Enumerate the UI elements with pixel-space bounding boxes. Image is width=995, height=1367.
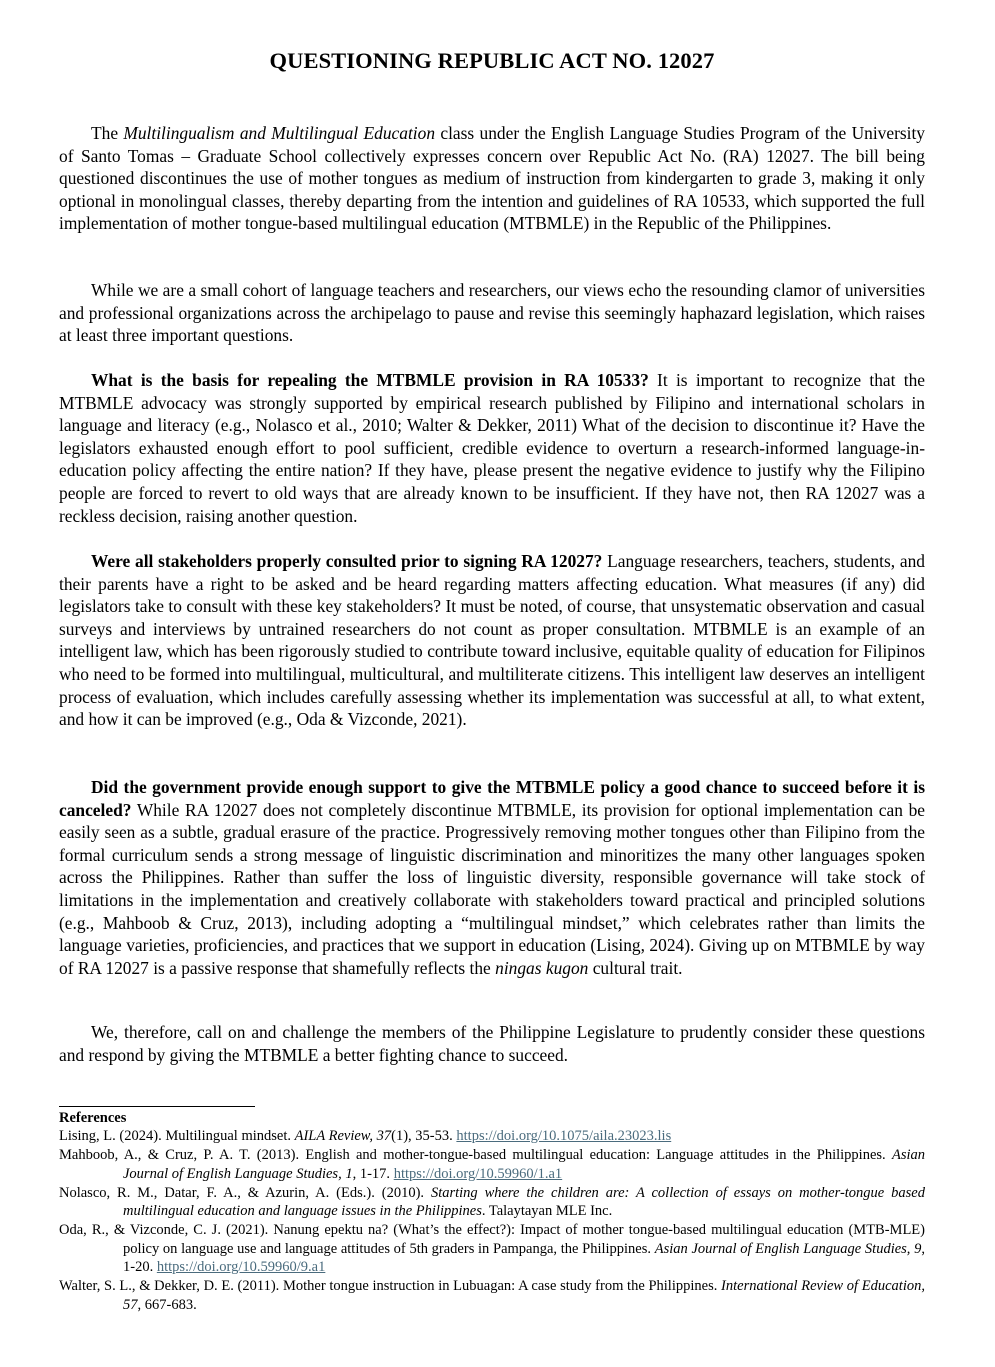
reference-item: Lising, L. (2024). Multilingual mindset. AILA Review, 37(1), 35-53. https://doi.org/10.1075/aila.23023.lis: [59, 1128, 672, 1144]
paragraph-conclusion: We, therefore, call on and challenge the members of the Philippine Legislature to prudently consider these questions and respond by giving the MTBMLE a better fighting chance to succeed.: [59, 1022, 925, 1065]
italic-text: AILA Review, 37: [294, 1128, 392, 1144]
italic-text: Asian Journal of English Language Studies, 1: [123, 1147, 925, 1182]
paragraph-question-consultation: Were all stakeholders properly consulted prior to signing RA 12027? Language researchers, teachers, students, and their parents have a right to be asked and be heard regarding matters affecting education. What measures (if any) did legislators take to consult with these key stakeholders? It must be noted, of course, that unsystematic observation and casual surveys and interviews by untrained researchers do not count as proper consultation. MTBMLE is an example of an intelligent law, which has been rigorously studied to contribute toward inclusive, equitable quality of education for Filipinos who need to be formed into multilingual, multicultural, and multiliterate citizens. This intelligent law deserves an intelligent process of evaluation, which includes carefully assessing whether its implementation was successful at all, to what extent, and how it can be improved (e.g., Oda & Vizconde, 2021).: [59, 551, 925, 730]
footnote-divider: [59, 1106, 255, 1107]
italic-text: Starting where the children are: A collection of essays on mother-tongue based multilingual education and language issues in the Philippines: [123, 1184, 925, 1219]
lead-question: Did the government provide enough support to give the MTBMLE policy a good chance to succeed before it is canceled?: [59, 777, 925, 820]
references-list: [59, 1127, 925, 1315]
doi-link[interactable]: https://doi.org/10.59960/1.a1: [393, 1165, 563, 1182]
italic-text: ningas kugon: [495, 957, 589, 978]
reference-item: Oda, R., & Vizconde, C. J. (2021). Nanung epektu na? (What’s the effect?): Impact of mother tongue-based multilingual education (MTB-MLE) policy on language use and language attitudes of 5th graders in Pampanga, the Philippines. Asian Journal of English Language Studies, 9, 1-20. https://doi.org/10.59960/9.a1: [59, 1222, 925, 1275]
reference-item: Mahboob, A., & Cruz, P. A. T. (2013). English and mother-tongue-based multilingual education: Language attitudes in the Philippines. Asian Journal of English Language Studies, 1, 1-17. https://doi.org/10.59960/1.a1: [59, 1147, 925, 1182]
lead-question: Were all stakeholders properly consulted prior to signing RA 12027?: [91, 551, 603, 571]
italic-text: Asian Journal of English Language Studies, 9: [654, 1240, 922, 1257]
paragraph-question-support: Did the government provide enough support to give the MTBMLE policy a good chance to succeed before it is canceled? While RA 12027 does not completely discontinue MTBMLE, its provision for optional implementation can be easily seen as a subtle, gradual erasure of the practice. Progressively removing mother tongues other than Filipino from the formal curriculum sends a strong message of linguistic discrimination and minoritizes the many other languages spoken across the Philippines. Rather than suffer the loss of linguistic diversity, responsible governance will take stock of limitations in the implementation and creatively collaborate with stakeholders toward practical and principled solutions (e.g., Mahboob & Cruz, 2013), including adopting a “multilingual mindset,” which celebrates rather than limits the language varieties, proficiencies, and practices that we support in education (Lising, 2024). Giving up on MTBMLE by way of RA 12027 is a passive response that shamefully reflects the ningas kugon cultural trait.: [59, 777, 925, 978]
italic-text: Multilingualism and Multilingual Education: [123, 123, 436, 143]
doi-link[interactable]: https://doi.org/10.59960/9.a1: [156, 1259, 326, 1275]
paragraph-question-basis: What is the basis for repealing the MTBMLE provision in RA 10533? It is important to recognize that the MTBMLE advocacy was strongly supported by empirical research published by Filipino and international scholars in language and literacy (e.g., Nolasco et al., 2010; Walter & Dekker, 2011) What of the decision to discontinue it? Have the legislators exhausted enough effort to pool sufficient, credible evidence to overturn a research-informed language-in-education policy affecting the entire nation? If they have, please present the negative evidence to justify why the Filipino people are forced to revert to old ways that are already known to be insufficient. If they have not, then RA 12027 was a reckless decision, raising another question.: [59, 370, 925, 526]
paragraph-cohort: While we are a small cohort of language teachers and researchers, our views echo the resounding clamor of universities and professional organizations across the archipelago to pause and revise this seemingly haphazard legislation, which raises at least three important questions.: [59, 280, 925, 346]
paragraph-intro: The Multilingualism and Multilingual Education class under the English Language Studies Program of the University of Santo Tomas – Graduate School collectively expresses concern over Republic Act No. (RA) 12027. The bill being questioned discontinues the use of mother tongues as medium of instruction from kindergarten to grade 3, making it only optional in monolingual classes, thereby departing from the intention and guidelines of RA 10533, which supported the full implementation of mother tongue-based multilingual education (MTBMLE) in the Republic of the Philippines.: [59, 123, 925, 234]
references-heading: References: [59, 1110, 127, 1126]
lead-question: What is the basis for repealing the MTBMLE provision in RA 10533?: [91, 370, 649, 390]
page-title: QUESTIONING REPUBLIC ACT NO. 12027: [269, 48, 715, 73]
reference-item: Nolasco, R. M., Datar, F. A., & Azurin, A. (Eds.). (2010). Starting where the children are: A collection of essays on mother-tongue based multilingual education and language issues in the Philippines. Talaytayan MLE Inc.: [59, 1184, 925, 1219]
doi-link[interactable]: https://doi.org/10.1075/aila.23023.lis: [456, 1128, 672, 1144]
italic-text: International Review of Education, 57: [123, 1278, 925, 1313]
reference-item: Walter, S. L., & Dekker, D. E. (2011). Mother tongue instruction in Lubuagan: A case study from the Philippines. International Review of Education, 57, 667-683.: [59, 1278, 925, 1313]
